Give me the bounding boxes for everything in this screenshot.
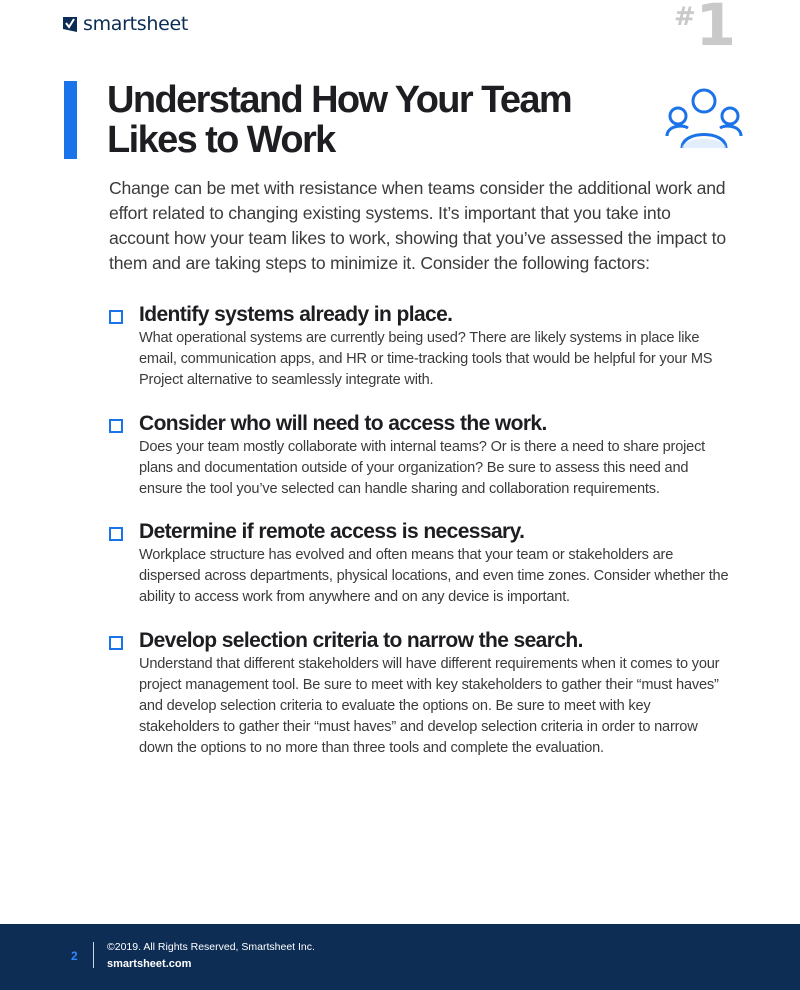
checkbox-icon [109, 527, 123, 541]
page-footer [0, 924, 800, 990]
checkbox-icon [109, 310, 123, 324]
factor-heading: Develop selection criteria to narrow the search. [139, 629, 583, 652]
badge-number: 1 [695, 0, 736, 59]
footer-site-link[interactable]: smartsheet.com [107, 958, 192, 970]
section-number-badge [673, 0, 736, 59]
factor-section [109, 302, 729, 391]
intro-paragraph: Change can be met with resistance when teams consider the additional work and effort related to changing existing systems. It’s important that you take into account how your team likes to work, showing that you’ve assessed the impact to them and are taking steps to minimize it. Consider the following factors: [109, 178, 726, 273]
factor-heading: Determine if remote access is necessary. [139, 520, 525, 543]
factor-body: Does your team mostly collaborate with internal teams? Or is there a need to share project plans and documentation outside of your organization? Be sure to assess this need and ensure the tool you’ve selected can handle sharing and collaboration requirements. [139, 439, 706, 497]
title-accent-bar [64, 81, 77, 159]
footer-copyright: ©2019. All Rights Reserved, Smartsheet Inc. [107, 941, 315, 953]
page-title [107, 80, 627, 160]
smartsheet-logo [63, 13, 188, 35]
factor-body: What operational systems are currently being used? There are likely systems in place like email, communication apps, and HR or time-tracking tools that would be helpful for your MS Project alternative to seamlessly integrate with. [139, 330, 713, 388]
brand-name: smartsheet [83, 13, 189, 35]
page-title-line-1: Understand How Your Team [107, 79, 572, 121]
checkbox-icon [109, 419, 123, 433]
factor-heading: Consider who will need to access the work. [139, 412, 547, 435]
page-title-line-2: Likes to Work [107, 119, 335, 161]
factor-section [109, 628, 729, 759]
team-icon [664, 86, 744, 156]
factor-body: Workplace structure has evolved and often means that your team or stakeholders are dispersed across departments, physical locations, and even time zones. Consider whether the ability to access work from anywhere and on any device is important. [139, 547, 729, 605]
badge-hash: # [673, 2, 696, 32]
checkbox-icon [109, 636, 123, 650]
smartsheet-logo-icon [63, 16, 77, 32]
factor-section [109, 519, 729, 608]
factor-heading: Identify systems already in place. [139, 303, 453, 326]
footer-divider [93, 942, 94, 968]
factor-section [109, 411, 729, 500]
footer-page-number: 2 [71, 949, 78, 963]
factor-body: Understand that different stakeholders will have different requirements when it comes to your project management tool. Be sure to meet with key stakeholders to gather their “must haves” and develop selection criteria to evaluate the options on. Be sure to meet with key stakeholders to gather their “must haves” and develop selection criteria in order to narrow down the options to no more than three tools and complete the evaluation. [139, 656, 720, 756]
